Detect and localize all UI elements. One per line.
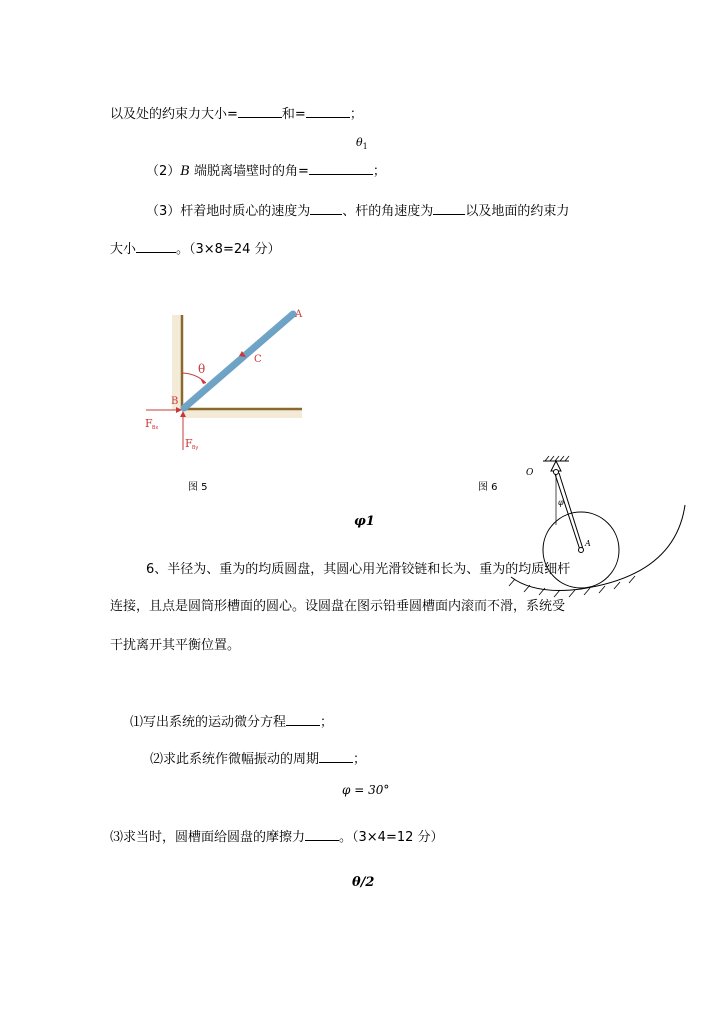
label-fbx-sub: Bx xyxy=(152,425,159,431)
q3-text-d: 大小 xyxy=(110,242,137,257)
q3-score: 。（3×8=24 分） xyxy=(176,242,281,257)
answer-blank[interactable] xyxy=(319,750,353,763)
ceiling-hatch xyxy=(545,456,569,461)
theta-arrowhead xyxy=(200,378,206,384)
q2-number: （2） xyxy=(146,164,181,179)
sub-question-3 xyxy=(110,828,444,847)
answer-blank[interactable] xyxy=(306,105,350,118)
ground-hatch xyxy=(182,409,302,418)
answer-blank[interactable] xyxy=(305,828,339,841)
pivot-o xyxy=(554,470,559,475)
label-phi: φ xyxy=(558,498,564,507)
garbled-formula-1: φ1 xyxy=(354,514,375,529)
garbled-formula-2: θ/2 xyxy=(352,875,375,890)
question-2 xyxy=(146,162,386,181)
answer-blank[interactable] xyxy=(309,162,373,175)
phi-equation: φ = 30° xyxy=(342,783,390,797)
q3-text-b: 、杆的角速度为 xyxy=(342,204,434,219)
label-a: A xyxy=(585,539,591,548)
label-b: B xyxy=(171,396,179,407)
label-theta: θ xyxy=(198,362,206,376)
figure-5-caption: 图 5 xyxy=(188,482,208,493)
answer-blank[interactable] xyxy=(286,713,320,726)
rod xyxy=(184,314,293,408)
and-text: 和= xyxy=(281,107,306,122)
s3-text: ⑶求当时，圆槽面给圆盘的摩擦力 xyxy=(110,830,306,845)
question-3 xyxy=(146,202,569,221)
semicolon: ； xyxy=(372,164,386,179)
semicolon: ； xyxy=(349,107,363,122)
sub-question-1 xyxy=(130,713,333,732)
label-fbx: F xyxy=(145,417,153,430)
answer-blank[interactable] xyxy=(433,202,465,215)
label-c: C xyxy=(254,354,262,365)
q3-number: （3） xyxy=(146,204,181,219)
point-b-label: B xyxy=(180,164,190,179)
q3-text-c: 以及地面的约束力 xyxy=(465,204,570,219)
theta1-symbol xyxy=(356,134,368,156)
q2-text: 端脱离墙壁时的角= xyxy=(189,164,309,179)
problem-line-1 xyxy=(110,105,363,124)
semicolon: ； xyxy=(353,752,367,767)
label-o: O xyxy=(526,468,534,478)
rod-right xyxy=(559,473,583,549)
figure-6-caption: 图 6 xyxy=(478,482,498,493)
s3-score: 。（3×4=12 分） xyxy=(339,830,444,845)
label-a: A xyxy=(295,309,303,320)
question-6-line-1: 6、半径为、重为的均质圆盘，其圆心用光滑铰链和长为、重为的均质细杆 xyxy=(146,562,571,577)
answer-blank[interactable] xyxy=(310,202,342,215)
constraint-force-text: 以及处的约束力大小= xyxy=(110,107,238,122)
hinge-a xyxy=(579,548,584,553)
figure-6 xyxy=(475,455,695,605)
answer-blank[interactable] xyxy=(136,240,176,253)
figure-5 xyxy=(140,305,310,460)
q3-text-a: 杆着地时质心的速度为 xyxy=(180,204,311,219)
label-fby: F xyxy=(185,437,193,450)
theta-char: θ xyxy=(356,136,363,149)
theta-sub: 1 xyxy=(362,142,368,152)
semicolon: ； xyxy=(320,715,334,730)
sub-question-2 xyxy=(150,750,366,769)
question-3-cont xyxy=(110,240,281,259)
question-6-line-3: 干扰离开其平衡位置。 xyxy=(110,638,241,653)
label-fby-sub: By xyxy=(192,445,199,451)
s2-text: ⑵求此系统作微幅振动的周期 xyxy=(150,752,320,767)
question-6-line-2: 连接，且点是圆筒形槽面的圆心。设圆盘在图示铅垂圆槽面内滚而不滑，系统受 xyxy=(110,599,566,614)
s1-text: ⑴写出系统的运动微分方程 xyxy=(130,715,287,730)
answer-blank[interactable] xyxy=(238,105,282,118)
